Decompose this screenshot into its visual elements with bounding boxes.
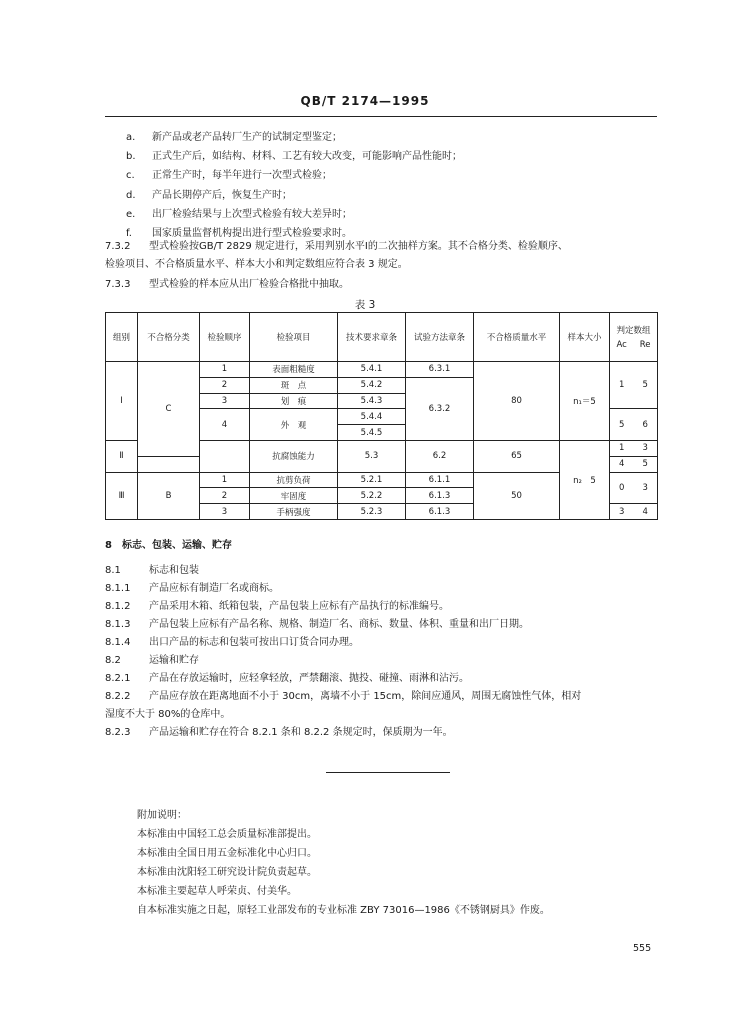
header-item: 检验项目: [250, 313, 338, 362]
test-cell: 6.2: [406, 440, 474, 472]
list-item-text: 正常生产时，每半年进行一次型式检验；: [152, 170, 332, 182]
section-item-text: 出口产品的标志和包装可按出口订货合同办理。: [149, 637, 359, 648]
list-item-label: e.: [126, 208, 136, 220]
judgement-cell: [610, 472, 658, 504]
quality-level-cell: 80: [474, 362, 560, 441]
header-order: 检验顺序: [200, 313, 250, 362]
item-cell: 抗剪负荷: [250, 472, 338, 488]
ac-value: 0: [619, 482, 625, 493]
test-cell: 6.3.1: [406, 362, 474, 378]
standard-number: QB/T 2174—1995: [300, 94, 430, 108]
judgement-cell: [610, 409, 658, 441]
clause-text-continued: 检验项目、不合格质量水平、样本大小和判定数组应符合表 3 规定。: [105, 259, 408, 270]
table-header-row: [106, 313, 658, 362]
header-test-clause: 试验方法章条: [406, 313, 474, 362]
order-cell: 2: [200, 488, 250, 504]
clause-number: 7.3.3: [105, 279, 131, 290]
category-cell: [138, 456, 200, 472]
tech-cell: 5.4.3: [338, 393, 406, 409]
group-cell: Ⅲ: [106, 472, 138, 519]
sample-size-cell: n₂ 5: [560, 440, 610, 519]
group-cell: Ⅱ: [106, 440, 138, 472]
section-item-continued: 湿度不大于 80%的仓库中。: [105, 709, 231, 720]
list-item-label: a.: [126, 132, 136, 143]
tech-cell: 5.4.1: [338, 362, 406, 378]
test-cell: 6.1.3: [406, 504, 474, 520]
judgement-title: 判定数组: [616, 326, 651, 336]
section-item: [105, 616, 665, 634]
section-item-text: 产品应标有制造厂名或商标。: [149, 583, 279, 594]
order-cell: [200, 440, 250, 472]
tech-cell: 5.4.5: [338, 425, 406, 441]
tech-cell: 5.4.2: [338, 377, 406, 393]
notes-line: 本标准由全国日用五金标准化中心归口。: [137, 848, 317, 859]
header-quality-level: 不合格质量水平: [474, 313, 560, 362]
list-item-label: b.: [126, 151, 136, 163]
header-judgement: [610, 313, 658, 362]
header-tech-clause: 技术要求章条: [338, 313, 406, 362]
order-cell: 1: [200, 472, 250, 488]
header-category: 不合格分类: [138, 313, 200, 362]
test-cell: 6.1.1: [406, 472, 474, 488]
quality-level-cell: 50: [474, 472, 560, 519]
section-8-title: 8 标志、包装、运输、贮存: [105, 540, 232, 551]
tech-cell: 5.2.2: [338, 488, 406, 504]
notes-line: 自本标准实施之日起，原轻工业部发布的专业标准 ZBY 73016—1986《不锈钢厨具》作废。: [137, 905, 550, 916]
section-item-text: 产品在存放运输时，应轻拿轻放，严禁翻滚、抛投、碰撞、雨淋和沾污。: [149, 673, 469, 684]
header-re: Re: [639, 340, 651, 350]
section-item-number: 8.1.3: [105, 619, 131, 630]
tech-cell: 5.4.4: [338, 409, 406, 425]
clause-number: 7.3.2: [105, 241, 131, 252]
section-item-number: 8.1.1: [105, 583, 131, 594]
order-cell: 4: [200, 409, 250, 441]
notes-title: 附加说明：: [137, 810, 187, 821]
ac-value: 4: [619, 459, 625, 470]
list-item-text: 产品长期停产后，恢复生产时；: [152, 189, 292, 201]
section-item-number: 8.1: [105, 565, 121, 576]
header-rule: [105, 116, 657, 117]
additional-notes: [137, 806, 657, 920]
clause-7-3-3: [105, 276, 665, 294]
header-group: 组别: [106, 313, 138, 362]
list-item-label: d.: [126, 189, 136, 201]
notes-line: 本标准由中国轻工总会质量标准部提出。: [137, 829, 317, 840]
section-8-body: [105, 562, 665, 742]
ac-value: 1: [619, 380, 625, 391]
header-sample-size: 样本大小: [560, 313, 610, 362]
section-item-number: 8.2: [105, 655, 121, 666]
item-cell: 手柄强度: [250, 504, 338, 520]
category-cell: C: [138, 362, 200, 457]
judgement-cell: [610, 362, 658, 409]
list-item-label: f.: [126, 228, 132, 240]
section-item-text: 标志和包装: [149, 565, 199, 576]
section-item-number: 8.2.3: [105, 727, 131, 738]
judgement-cell: [610, 440, 658, 456]
re-value: 4: [642, 506, 648, 517]
page-number: 555: [633, 943, 652, 954]
group-cell: Ⅰ: [106, 362, 138, 441]
category-cell: B: [138, 472, 200, 519]
judgement-cell: [610, 456, 658, 472]
section-item-text: 产品采用木箱、纸箱包装，产品包装上应标有产品执行的标准编号。: [149, 601, 449, 612]
section-item-text: 产品包装上应标有产品名称、规格、制造厂名、商标、数量、体积、重量和出厂日期。: [149, 619, 529, 630]
list-item: [126, 128, 666, 147]
section-item-number: 8.1.4: [105, 637, 131, 648]
section-item-number: 8.2.2: [105, 691, 131, 702]
section-item: [105, 634, 665, 652]
sample-size-cell: n₁＝5: [560, 362, 610, 441]
list-item-text: 国家质量监督机构提出进行型式检验要求时。: [152, 228, 352, 240]
item-cell: 外 观: [250, 409, 338, 441]
re-value: 6: [642, 419, 648, 430]
section-item-text: 产品运输和贮存在符合 8.2.1 条和 8.2.2 条规定时，保质期为一年。: [149, 727, 453, 738]
section-item-text: 运输和贮存: [149, 655, 199, 666]
tech-cell: 5.2.3: [338, 504, 406, 520]
table-caption: 表 3: [354, 299, 376, 311]
section-item: [105, 670, 665, 688]
notes-line: 本标准主要起草人呼荣贞、付美华。: [137, 886, 297, 897]
section-item: [105, 724, 665, 742]
trigger-conditions-list: [126, 128, 666, 243]
quality-level-cell: 65: [474, 440, 560, 472]
list-item: [126, 205, 666, 224]
section-item-text: 产品应存放在距离地面不小于 30cm，离墙不小于 15cm，除间应通风，周围无腐蚀性气体，相对: [149, 691, 582, 702]
section-item: [105, 580, 665, 598]
judgement-cell: [610, 504, 658, 520]
tech-cell: 5.2.1: [338, 472, 406, 488]
order-cell: 3: [200, 393, 250, 409]
item-cell: 表面粗糙度: [250, 362, 338, 378]
section-item-number: 8.2.1: [105, 673, 131, 684]
list-item: [126, 166, 666, 185]
notes-line: 本标准由沈阳轻工研究设计院负责起草。: [137, 867, 317, 878]
section-item: [105, 562, 665, 580]
ac-value: 3: [619, 506, 625, 517]
item-cell: 斑 点: [250, 377, 338, 393]
table-row: [106, 362, 658, 378]
list-item-label: c.: [126, 170, 135, 182]
section-item: [105, 688, 665, 706]
re-value: 5: [642, 380, 648, 391]
re-value: 3: [642, 482, 648, 493]
tech-cell: 5.3: [338, 440, 406, 472]
list-item: [126, 186, 666, 205]
section-item: [105, 598, 665, 616]
item-cell: 划 痕: [250, 393, 338, 409]
re-value: 5: [642, 459, 648, 470]
list-item-text: 新产品或老产品转厂生产的试制定型鉴定；: [152, 132, 342, 143]
clause-text: 型式检验的样本应从出厂检验合格批中抽取。: [149, 279, 349, 290]
test-cell: 6.3.2: [406, 377, 474, 440]
section-item: [105, 652, 665, 670]
re-value: 3: [642, 443, 648, 454]
list-item-text: 出厂检验结果与上次型式检验有较大差异时；: [152, 208, 352, 220]
order-cell: 2: [200, 377, 250, 393]
inspection-table: [105, 312, 658, 520]
list-item-text: 正式生产后，如结构、材料、工艺有较大改变，可能影响产品性能时；: [152, 151, 462, 163]
ac-value: 5: [619, 419, 625, 430]
order-cell: 3: [200, 504, 250, 520]
header-ac: Ac: [616, 340, 627, 350]
list-item: [126, 147, 666, 166]
end-rule: [326, 772, 450, 773]
clause-text: 型式检验按GB/T 2829 规定进行，采用判别水平Ⅰ的二次抽样方案。其不合格分类、检验顺序、: [149, 241, 568, 252]
item-cell: 牢固度: [250, 488, 338, 504]
ac-value: 1: [619, 443, 625, 454]
clause-7-3-2: [105, 238, 665, 274]
test-cell: 6.1.3: [406, 488, 474, 504]
order-cell: 1: [200, 362, 250, 378]
item-cell: 抗腐蚀能力: [250, 440, 338, 472]
section-item-number: 8.1.2: [105, 601, 131, 612]
